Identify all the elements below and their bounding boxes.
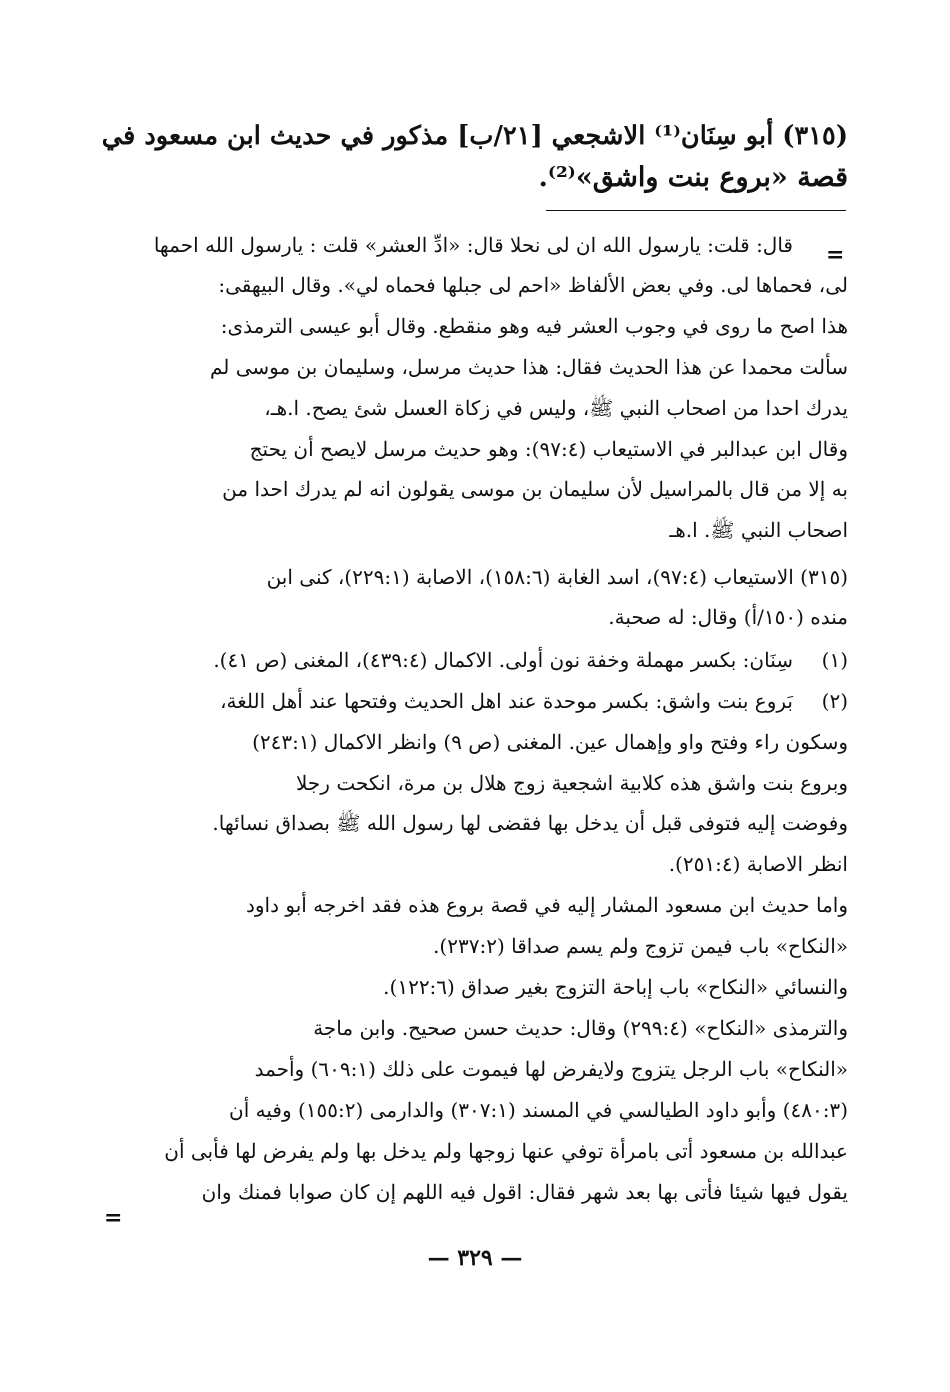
closing-paragraph-line: يقول فيها شيئا فأتى بها بعد شهر فقال: اقول فيه اللهم إن كان صوابا فمنك وان xyxy=(201,1180,848,1204)
footnote-number: (١) xyxy=(821,648,848,672)
main-entry-line: (٣١٥) أبو سِنَان⁽¹⁾ الاشجعي [٢١/ب] مذكور في حديث ابن مسعود في xyxy=(101,121,848,151)
note-315-line: منده (١٥٠/أ) وقال: له صحبة. xyxy=(608,605,848,629)
footnote-2-line: وفوضت إليه فتوفى قبل أن يدخل بها فقضى لها رسول الله ﷺ بصداق نسائها. xyxy=(212,811,848,835)
main-entry-line: قصة «بروع بنت واشق»⁽²⁾. xyxy=(538,162,848,193)
continuation-mark-top: = xyxy=(826,242,845,268)
carryover-note-line: به إلا من قال بالمراسيل لأن سليمان بن موسى يقولون انه لم يدرك احدا من xyxy=(222,477,848,501)
closing-paragraph-line: «النكاح» باب فيمن تزوج ولم يسم صداقا (٢٣٧:٢). xyxy=(433,934,848,958)
closing-paragraph-line: عبدالله بن مسعود أتى بامرأة توفي عنها زوجها ولم يدخل بها ولم يفرض لها فأبى أن xyxy=(164,1139,848,1163)
closing-paragraph-line: «النكاح» باب الرجل يتزوج ولايفرض لها فيموت على ذلك (٦٠٩:١) وأحمد xyxy=(254,1057,848,1081)
continuation-mark-bottom: = xyxy=(104,1205,123,1231)
carryover-note-line: يدرك احدا من اصحاب النبي ﷺ، وليس في زكاة العسل شئ يصح. ا.هـ، xyxy=(264,396,848,420)
carryover-note-line: سألت محمدا عن هذا الحديث فقال: هذا حديث مرسل، وسليمان بن موسى لم xyxy=(209,355,848,379)
footnote-2-line: وبروع بنت واشق هذه كلابية اشجعية زوج هلال بن مرة، انكحت رجلا xyxy=(296,771,848,795)
footnote-2-line: بَروع بنت واشق: بكسر موحدة عند اهل الحديث وفتحها عند أهل اللغة، xyxy=(220,689,793,713)
carryover-note-line: قال: قلت: يارسول الله ان لى نحلا قال: «ادِّ العشر» قلت : يارسول الله احمها xyxy=(153,233,793,257)
closing-paragraph-line: (٤٨٠:٣) وأبو داود الطيالسي في المسند (٣٠٧:١) والدارمى (١٥٥:٢) وفيه أن xyxy=(229,1098,848,1122)
closing-paragraph-line: والترمذى «النكاح» (٢٩٩:٤) وقال: حديث حسن صحيح. وابن ماجة xyxy=(313,1016,848,1040)
footnote-number: (٢) xyxy=(821,689,848,713)
footnote-2-line: انظر الاصابة (٢٥١:٤). xyxy=(668,852,848,876)
footnote-2-line: وسكون راء وفتح واو وإهمال عين. المغنى (ص ٩) وانظر الاكمال (٢٤٣:١) xyxy=(252,730,848,754)
footnote-separator-rule xyxy=(546,210,846,211)
carryover-note-line: هذا اصح ما روى في وجوب العشر فيه وهو منقطع. وقال أبو عيسى الترمذى: xyxy=(220,314,848,338)
carryover-note-line: لى، فحماها لى. وفي بعض الألفاظ «احم لى جبلها فحماه لي». وقال البيهقى: xyxy=(218,273,848,297)
closing-paragraph-line: والنسائي «النكاح» باب إباحة التزوج بغير صداق (١٢٢:٦). xyxy=(383,975,848,999)
carryover-note-line: وقال ابن عبدالبر في الاستيعاب (٩٧:٤): وهو حديث مرسل لايصح أن يحتج xyxy=(249,437,848,461)
footnote-1-line: سِنَان: بكسر مهملة وخفة نون أولى. الاكمال (٤٣٩:٤)، المغنى (ص ٤١). xyxy=(213,648,793,672)
page-number: — ٣٢٩ — xyxy=(427,1245,523,1271)
closing-paragraph-line: واما حديث ابن مسعود المشار إليه في قصة بروع هذه فقد اخرجه أبو داود xyxy=(245,893,848,917)
note-315-line: (٣١٥) الاستيعاب (٩٧:٤)، اسد الغابة (١٥٨:٦)، الاصابة (٢٢٩:١)، كنى ابن xyxy=(266,565,848,589)
carryover-note-line: اصحاب النبي ﷺ. ا.هـ xyxy=(669,518,848,542)
